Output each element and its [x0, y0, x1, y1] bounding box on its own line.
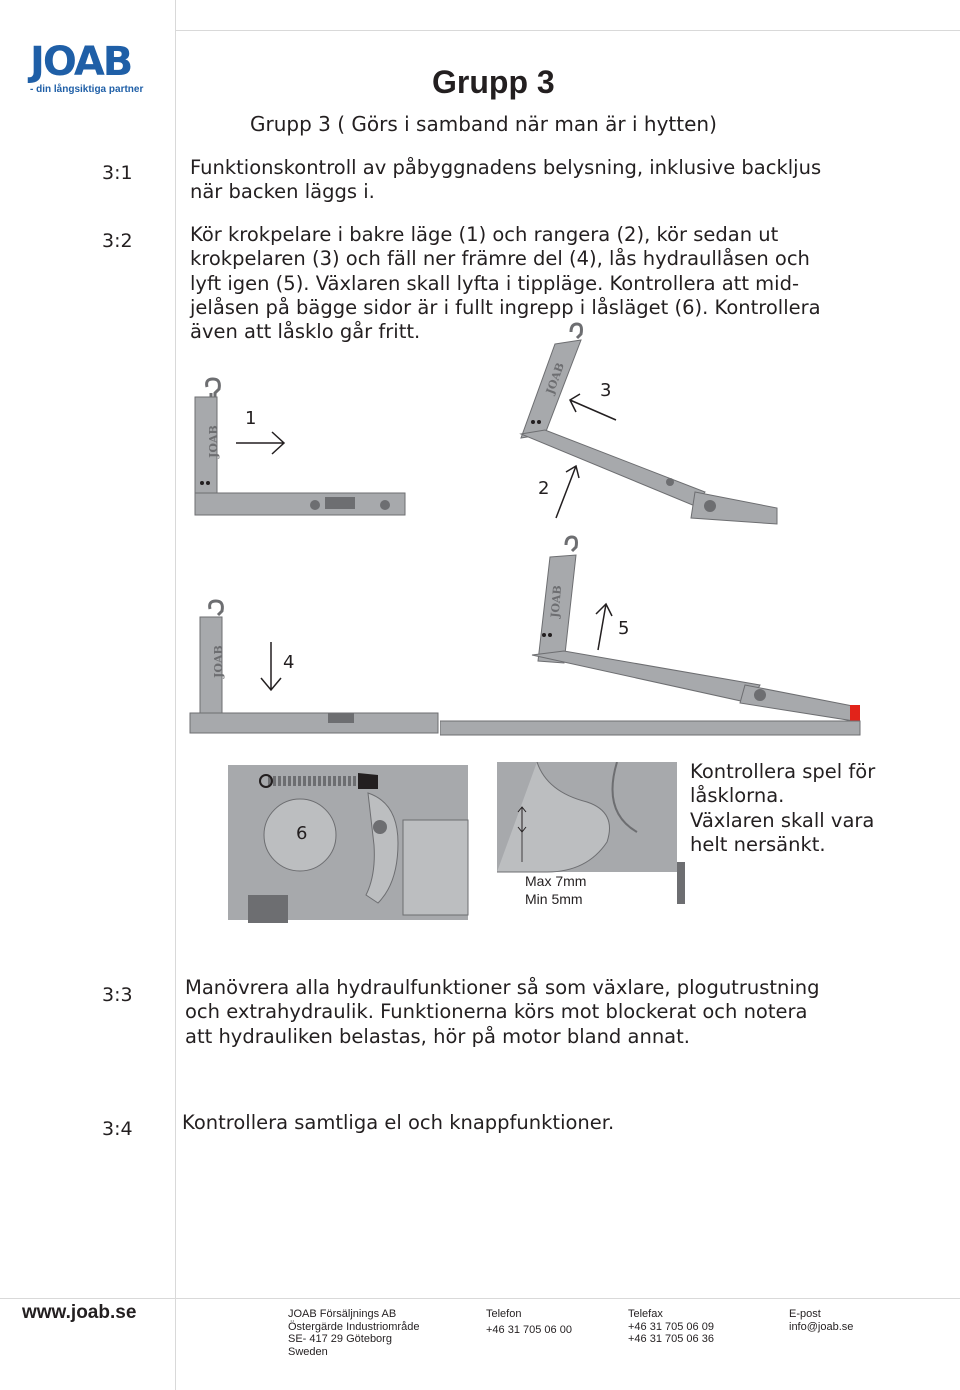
label-2: 2: [538, 478, 550, 499]
text-line: jelåsen på bägge sidor är i fullt ingrepp i låsläget (6). Kontrollera: [190, 295, 821, 319]
epost-label: E-post: [789, 1308, 821, 1320]
arm-brand-text: JOAB: [211, 645, 225, 678]
address-line: Östergärde Industriområde: [288, 1320, 420, 1333]
text-line: krokpelaren (3) och fäll ner främre del (4), lås hydraullåsen och: [190, 247, 810, 271]
text-line: och extrahydraulik. Funktionerna körs mot blockerat och notera: [185, 1000, 808, 1024]
figure-side-note: [690, 760, 950, 857]
page-subtitle: Grupp 3 ( Görs i samband när man är i hytten): [250, 112, 717, 136]
joab-logo: [30, 39, 160, 95]
section-number-3-3: 3:3: [102, 984, 133, 1006]
text-line: låsklorna.: [690, 784, 785, 808]
arm-brand-text: JOAB: [543, 360, 567, 397]
address-line: Sweden: [288, 1345, 328, 1358]
label-5: 5: [618, 618, 630, 639]
footer-website-link[interactable]: www.joab.se: [22, 1302, 137, 1323]
label-3: 3: [600, 380, 612, 401]
telefax-label: Telefax: [628, 1308, 663, 1320]
text-line: Kör krokpelare i bakre läge (1) och rangera (2), kör sedan ut: [190, 223, 779, 246]
section-number-3-1: 3:1: [102, 162, 133, 184]
arrow-right-icon: [234, 428, 289, 458]
arm-brand-text: JOAB: [206, 425, 220, 458]
footer-divider: [0, 1298, 960, 1299]
arrow-up-right-icon: [552, 462, 582, 520]
text-line: Funktionskontroll av påbyggnadens belysning, inklusive backljus: [190, 156, 822, 179]
telefax-number: +46 31 705 06 09: [628, 1320, 714, 1333]
footer-epost: [789, 1308, 853, 1333]
section-number-3-4: 3:4: [102, 1118, 133, 1140]
figure-hook-rear-position: [185, 375, 415, 525]
footer-telefax: [628, 1308, 714, 1346]
label-4: 4: [283, 652, 295, 673]
margin-vertical-line: [175, 0, 176, 1390]
text-line: Manövrera alla hydraulfunktioner så som växlare, plogutrustning: [185, 976, 820, 999]
label-6: 6: [296, 823, 308, 844]
text-line: Kontrollera spel för: [690, 760, 876, 783]
footer-company-address: [288, 1308, 419, 1358]
epost-address[interactable]: info@joab.se: [789, 1320, 854, 1333]
text-line: när backen läggs i.: [190, 180, 375, 204]
text-line: Kontrollera samtliga el och knappfunktioner.: [182, 1111, 615, 1134]
section-text-3-4: [182, 1111, 862, 1135]
page-title: Grupp 3: [432, 64, 555, 100]
measure-min: Min 5mm: [525, 891, 583, 907]
address-line: SE- 417 29 Göteborg: [288, 1333, 392, 1345]
address-line: JOAB Försäljnings AB: [288, 1308, 397, 1320]
text-line: Växlaren skall vara: [690, 808, 875, 832]
text-line: att hydrauliken belastas, hör på motor bland annat.: [185, 1024, 690, 1048]
telefon-number: +46 31 705 06 00: [486, 1323, 572, 1336]
telefon-label: Telefon: [486, 1308, 522, 1320]
text-line: lyft igen (5). Växlaren skall lyfta i tippläge. Kontrollera att mid-: [190, 271, 799, 295]
measure-max: Max 7mm: [525, 873, 587, 889]
figure-lock-detail: [228, 765, 470, 925]
text-line: även att låsklo går fritt.: [190, 320, 421, 344]
section-text-3-1: [190, 156, 870, 205]
logo-tagline: - din långsiktiga partner: [30, 84, 144, 95]
telefax-number: +46 31 705 06 36: [628, 1333, 714, 1345]
figure-lift-tipping: [440, 535, 865, 740]
label-1: 1: [245, 408, 257, 429]
arrow-down-icon: [258, 640, 284, 694]
header-divider: [175, 30, 960, 31]
arrow-up-icon: [590, 600, 616, 652]
footer-telefon: [486, 1308, 572, 1336]
text-line: helt nersänkt.: [690, 832, 826, 856]
logo-wordmark: JOAB: [30, 39, 132, 85]
arm-brand-text: JOAB: [548, 584, 565, 619]
section-number-3-2: 3:2: [102, 230, 133, 252]
section-text-3-3: [185, 976, 865, 1049]
